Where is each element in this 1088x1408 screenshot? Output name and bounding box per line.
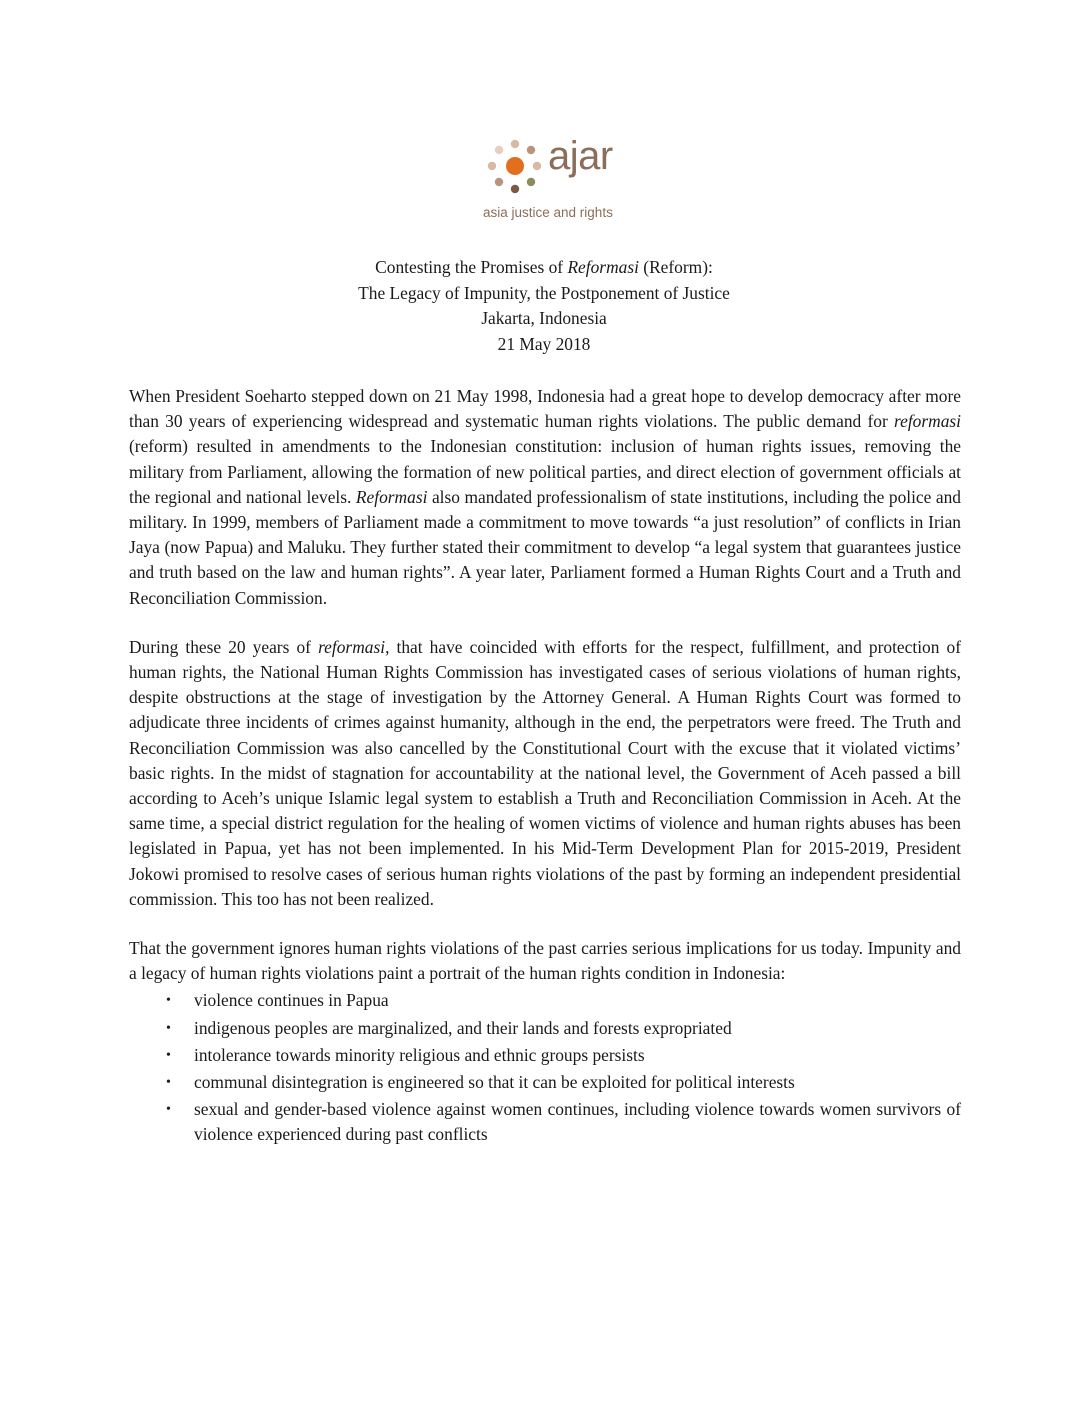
paragraph-1: When President Soeharto stepped down on 21 May 1998, Indonesia had a great hope to develop democracy after more than 30 years of experiencing widespread and systematic human rights violations. The public demand for reformasi (reform) resulted in amendments to the Indonesian constitution: inclusion of human rights issues, removing the military from Parliament, allowing the formation of new political parties, and direct election of government officials at the regional and national levels. Reformasi also mandated professionalism of state institutions, including the police and military. In 1999, members of Parliament made a commitment to move towards “a just resolution” of conflicts in Irian Jaya (now Papua) and Maluku. They further stated their commitment to develop “a legal system that guarantees justice and truth based on the law and human rights”. A year later, Parliament formed a Human Rights Court and a Truth and Reconciliation Commission. xyxy=(129,386,961,608)
document-body xyxy=(129,384,961,1150)
title-date: 21 May 2018 xyxy=(497,333,591,354)
paragraph-2: During these 20 years of reformasi, that have coincided with efforts for the respect, fulfillment, and protection of human rights, the National Human Rights Commission has investigated cases of serious violations of human rights, despite obstructions at the stage of investigation by the Attorney General. A Human Rights Court was formed to adjudicate three incidents of crimes against humanity, although in the end, the perpetrators were freed. The Truth and Reconciliation Commission was also cancelled by the Constitutional Court with the excuse that it violated victims’ basic rights. In the midst of stagnation for accountability at the national level, the Government of Aceh passed a bill according to Aceh’s unique Islamic legal system to establish a Truth and Reconciliation Commission in Aceh. At the same time, a special district regulation for the healing of women victims of violence and human rights abuses has been legislated in Papua, yet has not been implemented. In his Mid-Term Development Plan for 2015-2019, President Jokowi promised to resolve cases of serious human rights violations of the past by forming an independent presidential commission. This too has not been realized. xyxy=(129,636,961,909)
title-location: Jakarta, Indonesia xyxy=(481,308,607,328)
title-line-2: The Legacy of Impunity, the Postponement of Justice xyxy=(358,282,730,303)
title-line-1: Contesting the Promises of Reformasi (Reform): xyxy=(375,257,713,277)
list-item: • indigenous peoples are marginalized, and their lands and forests expropriated xyxy=(194,1016,961,1041)
list-item: • communal disintegration is engineered so that it can be exploited for political interests xyxy=(194,1070,961,1095)
list-item: • intolerance towards minority religious and ethnic groups persists xyxy=(194,1043,961,1068)
logo-wordmark: ajar xyxy=(548,134,613,178)
list-item: • sexual and gender-based violence against women continues, including violence towards women survivors of violence experienced during past conflicts xyxy=(194,1097,961,1147)
ajar-dots-icon xyxy=(480,132,550,202)
document-title xyxy=(0,255,1088,357)
paragraph-3: That the government ignores human rights violations of the past carries serious implications for us today. Impunity and a legacy of human rights violations paint a portrait of the human rights condition in Indonesia: xyxy=(129,938,961,984)
logo-tagline: asia justice and rights xyxy=(483,205,613,220)
implications-list xyxy=(129,988,961,1147)
list-item: • violence continues in Papua xyxy=(194,988,961,1013)
ajar-logo xyxy=(480,132,630,224)
